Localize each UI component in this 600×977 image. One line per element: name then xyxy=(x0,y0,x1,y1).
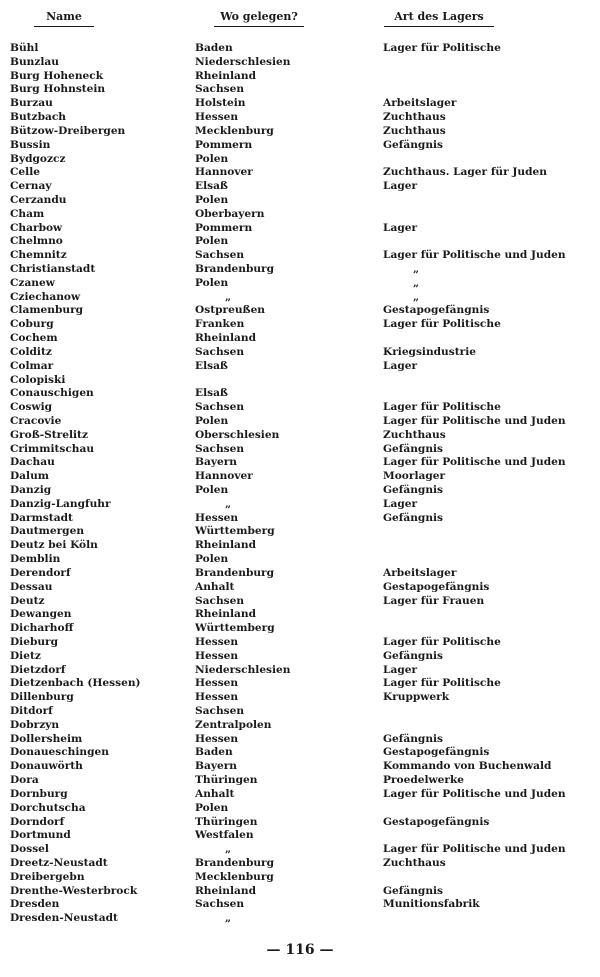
camp-name: Burzau xyxy=(10,97,53,110)
camp-type xyxy=(383,153,598,167)
camp-location: Thüringen xyxy=(195,815,258,828)
camp-name: Dietzenbach (Hessen) xyxy=(10,677,141,690)
camp-type: Gestapogefängnis xyxy=(383,304,490,317)
camp-name: Cham xyxy=(10,207,45,220)
camp-type: „ xyxy=(413,276,420,289)
camp-name: Burg Hohnstein xyxy=(10,83,106,96)
camp-location: Polen xyxy=(195,801,229,814)
camp-location: Niederschlesien xyxy=(195,663,291,676)
camp-type xyxy=(383,608,598,622)
camp-location: Rheinland xyxy=(195,608,256,621)
camp-name: Dietzdorf xyxy=(10,663,66,676)
camp-type xyxy=(383,387,598,401)
camp-name: Conauschigen xyxy=(10,387,94,400)
camp-location: Polen xyxy=(195,152,229,165)
camp-name: Cernay xyxy=(10,180,52,193)
name-column xyxy=(10,42,185,926)
camp-name: Dautmergen xyxy=(10,525,85,538)
camp-name: Dortmund xyxy=(10,829,71,842)
camp-type xyxy=(383,912,598,926)
camp-type xyxy=(383,802,598,816)
camp-type: Zuchthaus xyxy=(383,124,446,137)
camp-type: Lager xyxy=(383,663,418,676)
camp-location: Anhalt xyxy=(195,580,235,593)
camp-location: Rheinland xyxy=(195,69,256,82)
camp-type: Arbeitslager xyxy=(383,566,457,579)
camp-type: Gefängnis xyxy=(383,484,444,496)
camp-type: Kommando von Buchenwald xyxy=(383,760,552,773)
camp-type: Lager xyxy=(383,359,418,372)
camp-location: Hessen xyxy=(195,732,239,745)
page-number: — 116 — xyxy=(266,942,334,958)
camp-name: Cziechanow xyxy=(10,290,81,303)
camp-name: Christianstadt xyxy=(10,263,96,275)
camp-location: Bayern xyxy=(195,760,237,773)
camp-name: Dreibergebn xyxy=(10,870,85,883)
camp-name: Dorndorf xyxy=(10,815,65,828)
camp-location: Polen xyxy=(195,414,229,427)
header-underline xyxy=(214,26,304,27)
camp-type: Lager für Politische und Juden xyxy=(383,843,566,856)
camp-type: Kriegsindustrie xyxy=(383,345,476,358)
camp-location: Elsaß xyxy=(195,387,228,400)
camp-location: Mecklenburg xyxy=(195,124,274,137)
camp-type: Lager für Frauen xyxy=(383,594,485,607)
camp-location: Franken xyxy=(195,318,245,331)
camp-name: Chelmno xyxy=(10,235,63,248)
camp-name: Dalum xyxy=(10,470,49,483)
header-type xyxy=(384,10,494,27)
header-name-label: Name xyxy=(46,10,82,23)
camp-location: Hessen xyxy=(195,691,239,704)
camp-type xyxy=(383,194,598,208)
camp-type: Lager xyxy=(383,497,418,510)
camp-type: Gefängnis xyxy=(383,138,444,151)
camp-type: Lager für Politische xyxy=(383,401,501,414)
camp-name: Chemnitz xyxy=(10,249,67,262)
camp-location: Rheinland xyxy=(195,539,256,552)
camp-name: Dobrzyn xyxy=(10,718,60,731)
camp-location: Niederschlesien xyxy=(195,55,291,68)
camp-location: Zentralpolen xyxy=(195,718,272,731)
camp-type xyxy=(383,705,598,719)
camp-type: Lager für Politische und Juden xyxy=(383,456,566,469)
camp-location: Hannover xyxy=(195,470,253,483)
camp-name: Danzig-Langfuhr xyxy=(10,497,111,510)
camp-type: „ xyxy=(413,290,420,303)
camp-location: Brandenburg xyxy=(195,263,275,275)
camp-location: Rheinland xyxy=(195,332,256,345)
camp-location: Polen xyxy=(195,276,229,289)
camp-location: Elsaß xyxy=(195,359,228,372)
camp-name: Dietz xyxy=(10,649,41,662)
camp-type xyxy=(383,56,598,70)
header-location xyxy=(214,10,304,27)
location-column xyxy=(195,42,375,926)
camp-type xyxy=(383,525,598,539)
camp-name: Colmar xyxy=(10,359,54,372)
camp-name: Dornburg xyxy=(10,787,68,800)
camp-type: Gefängnis xyxy=(383,732,444,745)
camp-name: Cracovie xyxy=(10,414,62,427)
camp-location: „ xyxy=(225,497,232,510)
camp-location: Ostpreußen xyxy=(195,304,266,317)
camp-type: Lager xyxy=(383,180,418,193)
camp-type: Lager für Politische xyxy=(383,677,501,690)
camp-type: Gestapogefängnis xyxy=(383,746,490,759)
camp-location: Baden xyxy=(195,746,233,759)
camp-type xyxy=(383,829,598,843)
camp-type: Gefängnis xyxy=(383,649,444,662)
camp-location: Baden xyxy=(195,42,233,54)
camp-name: Bützow-Dreibergen xyxy=(10,124,126,137)
camp-name: Dieburg xyxy=(10,635,59,648)
camp-location: Pommern xyxy=(195,221,253,234)
camp-name: Derendorf xyxy=(10,566,71,579)
camp-name: Groß-Strelitz xyxy=(10,428,88,441)
camp-location: „ xyxy=(225,290,232,303)
camp-location: Sachsen xyxy=(195,83,245,96)
camp-name: Bussin xyxy=(10,138,51,151)
camp-location: Polen xyxy=(195,553,229,566)
camp-location: Hannover xyxy=(195,166,253,179)
camp-location: Pommern xyxy=(195,138,253,151)
camp-name: Colopiski xyxy=(10,373,66,386)
camp-location: Polen xyxy=(195,193,229,206)
header-underline xyxy=(34,26,94,27)
camp-name: Ditdorf xyxy=(10,705,53,717)
camp-type: Zuchthaus xyxy=(383,856,446,869)
header-underline xyxy=(384,26,494,27)
camp-type: Gestapogefängnis xyxy=(383,815,490,828)
camp-location: Sachsen xyxy=(195,442,245,455)
camp-name: Butzbach xyxy=(10,111,66,124)
camp-location: Oberbayern xyxy=(195,207,265,220)
camp-type: Lager für Politische xyxy=(383,42,501,54)
camp-type xyxy=(383,553,598,567)
camp-location: Hessen xyxy=(195,111,239,124)
camp-type: Munitionsfabrik xyxy=(383,898,480,911)
camp-name: Deutz bei Köln xyxy=(10,539,98,552)
camp-name: Danzig xyxy=(10,484,52,496)
camp-name: Dillenburg xyxy=(10,691,74,704)
camp-location: Sachsen xyxy=(195,401,245,414)
camp-type: Lager für Politische xyxy=(383,635,501,648)
camp-name: Dresden-Neustadt xyxy=(10,912,118,925)
camp-name: Demblin xyxy=(10,553,61,566)
camp-type: Gefängnis xyxy=(383,442,444,455)
camp-location: Sachsen xyxy=(195,898,245,911)
camp-type: Gefängnis xyxy=(383,511,444,524)
camp-location: Holstein xyxy=(195,97,246,110)
camp-location: „ xyxy=(225,843,232,856)
camp-location: Polen xyxy=(195,484,229,496)
camp-type: Lager für Politische und Juden xyxy=(383,249,566,262)
header-location-label: Wo gelegen? xyxy=(220,10,298,23)
camp-location: Westfalen xyxy=(195,829,254,842)
camp-type xyxy=(383,871,598,885)
camp-name: Dessau xyxy=(10,580,53,593)
camp-location: Anhalt xyxy=(195,787,235,800)
camp-type xyxy=(383,235,598,249)
camp-type xyxy=(383,719,598,733)
header-type-label: Art des Lagers xyxy=(394,10,484,23)
camp-name: Bunzlau xyxy=(10,55,59,68)
camp-location: Hessen xyxy=(195,677,239,690)
camp-type xyxy=(383,70,598,84)
camp-type xyxy=(383,539,598,553)
camp-name: Celle xyxy=(10,166,40,179)
camp-type: Proedelwerke xyxy=(383,774,465,787)
camp-location: Sachsen xyxy=(195,345,245,358)
camp-type xyxy=(383,83,598,97)
camp-name: Clamenburg xyxy=(10,304,84,317)
camp-type xyxy=(383,622,598,636)
camp-name: Dollersheim xyxy=(10,732,83,745)
camp-location: Rheinland xyxy=(195,884,256,897)
camp-name: Donauwörth xyxy=(10,760,83,773)
camp-type: Gestapogefängnis xyxy=(383,580,490,593)
camp-location: Bayern xyxy=(195,456,237,469)
camp-location: Sachsen xyxy=(195,705,245,717)
camp-location: Elsaß xyxy=(195,180,228,193)
camp-name: Dachau xyxy=(10,456,55,469)
camp-name: Dreetz-Neustadt xyxy=(10,856,108,869)
camp-name: Crimmitschau xyxy=(10,442,95,455)
camp-type: Lager für Politische und Juden xyxy=(383,414,566,427)
camp-location: Oberschlesien xyxy=(195,428,280,441)
camp-location: Hessen xyxy=(195,511,239,524)
camp-name: Burg Hoheneck xyxy=(10,69,104,82)
camp-type: Zuchthaus xyxy=(383,111,446,124)
camp-name: Czanew xyxy=(10,276,55,289)
camp-location: Württemberg xyxy=(195,622,275,635)
camp-location: „ xyxy=(225,912,232,925)
camp-name: Coburg xyxy=(10,318,54,331)
camp-name: Dossel xyxy=(10,843,49,856)
camp-name: Drenthe-Westerbrock xyxy=(10,884,138,897)
camp-location: Brandenburg xyxy=(195,566,275,579)
camp-name: Charbow xyxy=(10,221,63,234)
camp-type: Arbeitslager xyxy=(383,97,457,110)
camp-type: Zuchthaus xyxy=(383,428,446,441)
camp-location: Brandenburg xyxy=(195,856,275,869)
camp-name: Donaueschingen xyxy=(10,746,109,759)
type-column xyxy=(383,42,598,926)
camp-type: Kruppwerk xyxy=(383,691,450,704)
camp-name: Dora xyxy=(10,774,39,787)
camp-type: Moorlager xyxy=(383,470,446,483)
camp-name: Colditz xyxy=(10,345,52,358)
header-name xyxy=(34,10,94,27)
camp-type xyxy=(383,332,598,346)
camp-name: Bydgozcz xyxy=(10,152,66,165)
camp-name: Dicharhoff xyxy=(10,622,74,635)
camp-location: Hessen xyxy=(195,635,239,648)
camp-type xyxy=(383,208,598,222)
camp-type: Lager für Politische xyxy=(383,318,501,331)
camp-name: Cerzandu xyxy=(10,193,67,206)
camp-name: Dewangen xyxy=(10,608,72,621)
camp-location: Mecklenburg xyxy=(195,870,274,883)
camp-name: Darmstadt xyxy=(10,511,73,524)
camp-name: Bühl xyxy=(10,42,39,54)
camp-type: „ xyxy=(413,263,420,275)
camp-location xyxy=(195,374,375,388)
camp-location: Polen xyxy=(195,235,229,248)
camp-type: Lager für Politische und Juden xyxy=(383,787,566,800)
camp-name: Coswig xyxy=(10,401,53,414)
camp-location: Sachsen xyxy=(195,249,245,262)
camp-name: Cochem xyxy=(10,332,58,345)
camp-name: Dorchutscha xyxy=(10,801,86,814)
camp-type: Gefängnis xyxy=(383,884,444,897)
camp-name: Dresden xyxy=(10,898,60,911)
camp-location: Thüringen xyxy=(195,774,258,787)
camp-location: Sachsen xyxy=(195,594,245,607)
camp-type: Lager xyxy=(383,221,418,234)
camp-location: Württemberg xyxy=(195,525,275,538)
camp-location: Hessen xyxy=(195,649,239,662)
camp-name: Deutz xyxy=(10,594,45,607)
camp-type xyxy=(383,374,598,388)
camp-type: Zuchthaus. Lager für Juden xyxy=(383,166,547,179)
